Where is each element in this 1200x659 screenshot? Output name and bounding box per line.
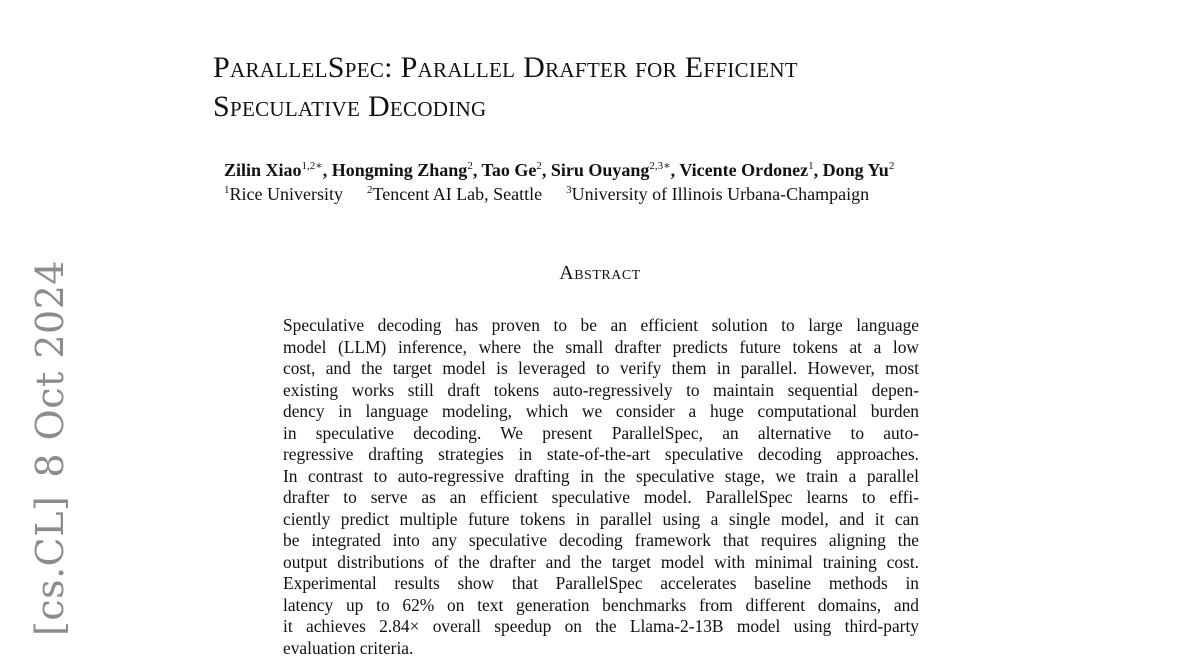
arxiv-stamp — [28, 260, 72, 636]
author-name: Siru Ouyang — [551, 160, 650, 180]
affiliation — [367, 184, 542, 204]
abstract-line: In contrast to auto-regressive drafting in the speculative stage, we train a parallel — [283, 466, 919, 488]
affiliation — [566, 184, 869, 204]
author-marks: 2 — [889, 160, 895, 172]
author-marks: 2 — [467, 160, 473, 172]
author — [224, 160, 323, 180]
author-name: Hongming Zhang — [332, 160, 468, 180]
abstract-heading: Abstract — [0, 262, 1200, 285]
author-marks: 2,3∗ — [649, 160, 670, 172]
abstract-line: be integrated into any speculative decoding framework that requires aligning the — [283, 530, 919, 552]
abstract-line: model (LLM) inference, where the small drafter predicts future tokens at a low — [283, 337, 919, 359]
author — [679, 160, 813, 180]
affiliation-mark: 3 — [566, 184, 572, 196]
author — [823, 160, 895, 180]
abstract-line: Speculative decoding has proven to be an efficient solution to large language — [283, 315, 919, 337]
abstract-line: existing works still draft tokens auto-regressively to maintain sequential depen- — [283, 380, 919, 402]
abstract-line: evaluation criteria. — [283, 638, 919, 659]
abstract-line: ciently predict multiple future tokens in parallel using a single model, and it can — [283, 509, 919, 531]
affiliation-name: Tencent AI Lab, Seattle — [372, 184, 542, 204]
author-marks: 1,2∗ — [302, 160, 323, 172]
author-marks: 1 — [808, 160, 814, 172]
author-name: Dong Yu — [823, 160, 889, 180]
author-marks: 2 — [536, 160, 542, 172]
author — [332, 160, 473, 180]
abstract-line: latency up to 62% on text generation benchmarks from different domains, and — [283, 595, 919, 617]
affiliation-mark: 2 — [367, 184, 373, 196]
author — [482, 160, 542, 180]
abstract-line: dency in language modeling, which we consider a huge computational burden — [283, 401, 919, 423]
paper-title — [213, 48, 1073, 126]
abstract-line: Experimental results show that ParallelSpec accelerates baseline methods in — [283, 573, 919, 595]
abstract-line: in speculative decoding. We present ParallelSpec, an alternative to auto- — [283, 423, 919, 445]
arxiv-category: [cs.CL] — [28, 496, 72, 636]
affiliation-name: Rice University — [230, 184, 343, 204]
author — [551, 160, 671, 180]
abstract-line: regressive drafting strategies in state-of-the-art speculative decoding approaches. — [283, 444, 919, 466]
author-name: Tao Ge — [482, 160, 537, 180]
paper-title-line-1: ParallelSpec: Parallel Drafter for Efficient — [213, 48, 1073, 87]
abstract-line: drafter to serve as an efficient speculative model. ParallelSpec learns to effi- — [283, 487, 919, 509]
abstract-body — [283, 315, 919, 659]
affiliation — [224, 184, 343, 204]
abstract-line: output distributions of the drafter and the target model with minimal training cost. — [283, 552, 919, 574]
author-name: Vicente Ordonez — [679, 160, 808, 180]
affiliation-name: University of Illinois Urbana-Champaign — [572, 184, 869, 204]
arxiv-date: 8 Oct 2024 — [28, 260, 72, 478]
author-list: Zilin Xiao$^{1,2∗}$, Hongming Zhang$^2$, Tao Ge$^2$, Siru Ouyang$^{2,3∗}$, Vicente Ordonez$^1$, Dong Yu$^2$ — [224, 160, 894, 181]
affiliation-list — [224, 184, 869, 205]
abstract-line: cost, and the target model is leveraged to verify them in parallel. However, most — [283, 358, 919, 380]
author-name: Zilin Xiao — [224, 160, 302, 180]
affiliation-mark: 1 — [224, 184, 230, 196]
paper-title-line-2: Speculative Decoding — [213, 87, 1073, 126]
abstract-line: it achieves 2.84× overall speedup on the Llama-2-13B model using third-party — [283, 616, 919, 638]
